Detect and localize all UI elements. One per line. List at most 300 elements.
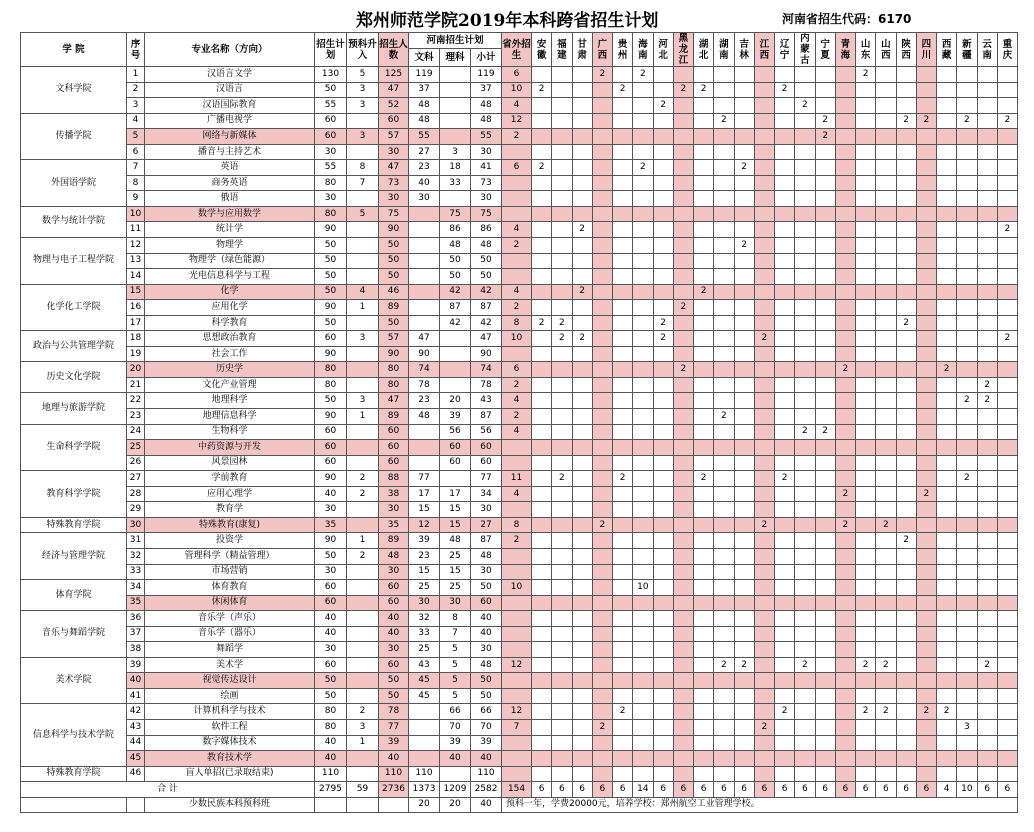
row-major: 音乐学（器乐） bbox=[145, 626, 315, 642]
row-province-value bbox=[937, 455, 957, 471]
row-province-value bbox=[754, 269, 774, 285]
row-province-value bbox=[997, 688, 1017, 704]
row-province-value bbox=[896, 331, 916, 347]
row-prep bbox=[347, 595, 379, 611]
row-province-value bbox=[835, 67, 855, 83]
row-province-value bbox=[815, 222, 835, 238]
row-major: 俄语 bbox=[145, 191, 315, 207]
row-province-value bbox=[694, 533, 714, 549]
row-province-value bbox=[673, 735, 693, 751]
row-province-value bbox=[633, 471, 653, 487]
row-province-value bbox=[835, 393, 855, 409]
total-province: 6 bbox=[815, 782, 835, 798]
row-outside bbox=[502, 253, 532, 269]
row-province-value bbox=[997, 98, 1017, 114]
row-arts: 48 bbox=[409, 113, 440, 129]
row-enroll: 89 bbox=[379, 300, 409, 316]
total-province: 6 bbox=[835, 782, 855, 798]
table-row bbox=[21, 175, 1018, 191]
row-province-value: 2 bbox=[694, 471, 714, 487]
row-province-value bbox=[613, 517, 633, 533]
row-province-value bbox=[613, 113, 633, 129]
row-province-value bbox=[653, 486, 673, 502]
row-province-value bbox=[957, 548, 977, 564]
row-province-value bbox=[835, 564, 855, 580]
row-prep: 2 bbox=[347, 471, 379, 487]
row-province-value bbox=[673, 517, 693, 533]
row-province-value bbox=[775, 191, 795, 207]
row-province-value bbox=[997, 533, 1017, 549]
row-province-value bbox=[653, 113, 673, 129]
row-sci bbox=[440, 67, 471, 83]
row-province-value bbox=[754, 315, 774, 331]
row-sub: 60 bbox=[471, 455, 502, 471]
row-province-value bbox=[673, 67, 693, 83]
row-outside bbox=[502, 206, 532, 222]
row-province-value bbox=[856, 300, 876, 316]
row-province-value bbox=[775, 580, 795, 596]
row-province-value bbox=[896, 284, 916, 300]
row-province-value bbox=[876, 735, 896, 751]
row-enroll: 46 bbox=[379, 284, 409, 300]
row-province-value: 2 bbox=[613, 82, 633, 98]
row-major: 播音与主持艺术 bbox=[145, 144, 315, 160]
row-sci: 56 bbox=[440, 424, 471, 440]
row-province-value bbox=[653, 657, 673, 673]
col-college: 学 院 bbox=[21, 33, 127, 67]
row-province-value bbox=[937, 440, 957, 456]
row-outside: 12 bbox=[502, 657, 532, 673]
row-province-value bbox=[673, 766, 693, 782]
row-prep bbox=[347, 580, 379, 596]
row-province-value bbox=[592, 455, 612, 471]
row-province-value: 2 bbox=[957, 471, 977, 487]
row-province-value bbox=[613, 346, 633, 362]
row-enroll: 40 bbox=[379, 751, 409, 767]
row-arts: 48 bbox=[409, 98, 440, 114]
row-province-value bbox=[653, 548, 673, 564]
row-province-value bbox=[977, 346, 997, 362]
row-enroll: 75 bbox=[379, 206, 409, 222]
row-province-value bbox=[896, 611, 916, 627]
row-province-value: 2 bbox=[856, 67, 876, 83]
row-enroll: 38 bbox=[379, 486, 409, 502]
row-sub: 40 bbox=[471, 611, 502, 627]
row-prep bbox=[347, 269, 379, 285]
row-province-value bbox=[997, 346, 1017, 362]
row-province-value bbox=[896, 300, 916, 316]
row-province-value bbox=[532, 144, 552, 160]
row-province-value bbox=[532, 113, 552, 129]
row-province-value bbox=[673, 471, 693, 487]
table-row bbox=[21, 471, 1018, 487]
row-province-value bbox=[916, 735, 936, 751]
row-province-value bbox=[532, 502, 552, 518]
col-henan-sci: 理科 bbox=[440, 49, 471, 67]
row-province-value bbox=[633, 222, 653, 238]
row-province-value bbox=[835, 222, 855, 238]
row-province-value bbox=[977, 642, 997, 658]
row-province-value bbox=[754, 393, 774, 409]
row-province-value bbox=[592, 580, 612, 596]
row-province-value bbox=[795, 160, 815, 176]
row-province-value bbox=[714, 517, 734, 533]
row-province-value bbox=[754, 113, 774, 129]
row-major: 风景园林 bbox=[145, 455, 315, 471]
row-province-value bbox=[957, 626, 977, 642]
row-province-value bbox=[552, 113, 572, 129]
total-province: 6 bbox=[694, 782, 714, 798]
row-province-value bbox=[856, 486, 876, 502]
row-province-value bbox=[754, 766, 774, 782]
row-arts: 78 bbox=[409, 377, 440, 393]
row-province-value bbox=[673, 253, 693, 269]
row-province-value bbox=[734, 129, 754, 145]
row-province-value bbox=[856, 424, 876, 440]
row-sub: 87 bbox=[471, 533, 502, 549]
row-sub: 30 bbox=[471, 564, 502, 580]
row-prep: 2 bbox=[347, 486, 379, 502]
row-major: 数学与应用数学 bbox=[145, 206, 315, 222]
row-outside: 4 bbox=[502, 222, 532, 238]
row-province-value bbox=[714, 129, 734, 145]
row-province-value bbox=[957, 517, 977, 533]
row-province-value bbox=[775, 315, 795, 331]
row-province-value bbox=[835, 175, 855, 191]
row-seq: 21 bbox=[127, 377, 145, 393]
row-enroll: 60 bbox=[379, 595, 409, 611]
row-enroll: 50 bbox=[379, 688, 409, 704]
row-province-value bbox=[997, 238, 1017, 254]
row-province-value bbox=[957, 424, 977, 440]
row-province-value bbox=[552, 657, 572, 673]
row-province-value bbox=[734, 284, 754, 300]
row-province-value bbox=[997, 315, 1017, 331]
row-province-value bbox=[896, 377, 916, 393]
row-province-value: 2 bbox=[532, 82, 552, 98]
row-province-value bbox=[714, 160, 734, 176]
row-province-value bbox=[694, 580, 714, 596]
row-province-value bbox=[835, 751, 855, 767]
row-province-value bbox=[856, 331, 876, 347]
row-province-value bbox=[653, 719, 673, 735]
row-province-value bbox=[957, 175, 977, 191]
row-outside bbox=[502, 455, 532, 471]
row-province-value bbox=[916, 673, 936, 689]
row-province-value bbox=[937, 284, 957, 300]
row-province-value bbox=[795, 688, 815, 704]
col-major: 专业名称（方向） bbox=[145, 33, 315, 67]
row-province-value bbox=[754, 455, 774, 471]
row-province-value bbox=[937, 67, 957, 83]
row-province-value bbox=[532, 471, 552, 487]
row-province-value bbox=[653, 222, 673, 238]
row-province-value bbox=[997, 719, 1017, 735]
row-province-value bbox=[775, 673, 795, 689]
row-province-value bbox=[572, 533, 592, 549]
row-province-value bbox=[734, 253, 754, 269]
row-province-value bbox=[795, 719, 815, 735]
row-province-value bbox=[957, 657, 977, 673]
row-prep bbox=[347, 455, 379, 471]
row-province-value bbox=[694, 626, 714, 642]
row-province-value bbox=[673, 160, 693, 176]
row-province-value bbox=[896, 548, 916, 564]
col-province: 辽 宁 bbox=[775, 33, 795, 67]
row-province-value: 2 bbox=[754, 719, 774, 735]
row-province-value bbox=[876, 253, 896, 269]
row-province-value bbox=[552, 284, 572, 300]
row-province-value bbox=[896, 502, 916, 518]
row-outside: 4 bbox=[502, 424, 532, 440]
row-province-value bbox=[592, 735, 612, 751]
row-plan: 50 bbox=[315, 315, 347, 331]
row-province-value bbox=[957, 191, 977, 207]
row-arts: 37 bbox=[409, 82, 440, 98]
row-province-value bbox=[552, 719, 572, 735]
row-province-value bbox=[754, 704, 774, 720]
title-bar bbox=[0, 4, 1034, 30]
row-province-value bbox=[613, 626, 633, 642]
row-major: 中药资源与开发 bbox=[145, 440, 315, 456]
row-plan: 80 bbox=[315, 175, 347, 191]
row-province-value bbox=[552, 98, 572, 114]
row-plan: 90 bbox=[315, 300, 347, 316]
row-enroll: 30 bbox=[379, 191, 409, 207]
row-province-value bbox=[613, 191, 633, 207]
row-province-value bbox=[754, 440, 774, 456]
row-province-value bbox=[532, 704, 552, 720]
row-plan: 90 bbox=[315, 409, 347, 425]
row-province-value bbox=[876, 129, 896, 145]
row-enroll: 57 bbox=[379, 129, 409, 145]
row-province-value bbox=[916, 688, 936, 704]
row-province-value bbox=[815, 486, 835, 502]
row-province-value bbox=[673, 673, 693, 689]
row-sub: 40 bbox=[471, 751, 502, 767]
row-province-value bbox=[957, 688, 977, 704]
row-province-value: 2 bbox=[633, 160, 653, 176]
row-province-value bbox=[592, 113, 612, 129]
row-province-value bbox=[633, 113, 653, 129]
row-province-value bbox=[734, 67, 754, 83]
row-province-value bbox=[734, 222, 754, 238]
row-province-value bbox=[613, 393, 633, 409]
row-province-value bbox=[896, 719, 916, 735]
row-province-value bbox=[957, 315, 977, 331]
row-prep: 1 bbox=[347, 409, 379, 425]
row-province-value bbox=[592, 331, 612, 347]
row-province-value bbox=[613, 377, 633, 393]
row-province-value bbox=[997, 471, 1017, 487]
row-province-value bbox=[835, 533, 855, 549]
row-province-value bbox=[633, 766, 653, 782]
row-sci: 17 bbox=[440, 486, 471, 502]
row-province-value bbox=[896, 82, 916, 98]
row-sci: 18 bbox=[440, 160, 471, 176]
row-province-value bbox=[592, 222, 612, 238]
row-province-value bbox=[856, 206, 876, 222]
row-prep bbox=[347, 238, 379, 254]
row-province-value bbox=[653, 393, 673, 409]
row-province-value bbox=[734, 611, 754, 627]
row-province-value bbox=[916, 502, 936, 518]
row-province-value: 2 bbox=[673, 82, 693, 98]
row-province-value bbox=[896, 238, 916, 254]
row-province-value: 2 bbox=[775, 704, 795, 720]
row-prep: 3 bbox=[347, 719, 379, 735]
row-province-value bbox=[714, 269, 734, 285]
row-province-value bbox=[775, 642, 795, 658]
row-province-value: 2 bbox=[673, 362, 693, 378]
row-province-value bbox=[694, 144, 714, 160]
row-province-value bbox=[754, 486, 774, 502]
row-sub: 86 bbox=[471, 222, 502, 238]
row-province-value bbox=[714, 238, 734, 254]
row-province-value bbox=[937, 424, 957, 440]
row-province-value bbox=[977, 719, 997, 735]
total-province: 14 bbox=[633, 782, 653, 798]
row-province-value bbox=[815, 455, 835, 471]
row-province-value bbox=[572, 548, 592, 564]
row-province-value bbox=[997, 517, 1017, 533]
row-province-value bbox=[856, 269, 876, 285]
row-province-value bbox=[835, 626, 855, 642]
row-province-value bbox=[835, 377, 855, 393]
row-province-value bbox=[815, 751, 835, 767]
row-major: 汉语言文学 bbox=[145, 67, 315, 83]
row-province-value bbox=[876, 393, 896, 409]
row-province-value bbox=[572, 191, 592, 207]
row-province-value: 2 bbox=[856, 704, 876, 720]
table-row bbox=[21, 377, 1018, 393]
row-province-value: 2 bbox=[977, 393, 997, 409]
row-province-value bbox=[795, 735, 815, 751]
row-province-value bbox=[552, 393, 572, 409]
row-province-value bbox=[997, 580, 1017, 596]
row-province-value bbox=[694, 222, 714, 238]
row-province-value bbox=[957, 766, 977, 782]
row-prep bbox=[347, 626, 379, 642]
row-province-value bbox=[775, 160, 795, 176]
row-province-value bbox=[673, 533, 693, 549]
row-province-value bbox=[613, 144, 633, 160]
table-row bbox=[21, 502, 1018, 518]
row-province-value bbox=[835, 160, 855, 176]
row-arts: 25 bbox=[409, 580, 440, 596]
row-sci: 48 bbox=[440, 533, 471, 549]
row-province-value: 2 bbox=[532, 160, 552, 176]
row-seq: 19 bbox=[127, 346, 145, 362]
row-province-value bbox=[775, 595, 795, 611]
row-province-value: 2 bbox=[815, 129, 835, 145]
row-sci bbox=[440, 191, 471, 207]
row-prep: 3 bbox=[347, 393, 379, 409]
row-province-value bbox=[997, 129, 1017, 145]
row-province-value bbox=[957, 486, 977, 502]
row-province-value: 2 bbox=[937, 362, 957, 378]
col-prep: 预科升入 bbox=[347, 33, 379, 67]
row-province-value bbox=[835, 595, 855, 611]
college-name: 体育学院 bbox=[21, 580, 127, 611]
row-province-value bbox=[795, 129, 815, 145]
row-province-value bbox=[694, 455, 714, 471]
row-province-value bbox=[592, 642, 612, 658]
row-prep bbox=[347, 346, 379, 362]
row-arts bbox=[409, 253, 440, 269]
row-seq: 37 bbox=[127, 626, 145, 642]
row-province-value bbox=[815, 300, 835, 316]
row-province-value bbox=[775, 502, 795, 518]
row-province-value: 2 bbox=[957, 393, 977, 409]
minority-blank-prep bbox=[347, 797, 379, 813]
row-arts bbox=[409, 751, 440, 767]
row-sci: 75 bbox=[440, 206, 471, 222]
row-arts: 23 bbox=[409, 548, 440, 564]
row-province-value bbox=[673, 315, 693, 331]
row-province-value bbox=[775, 377, 795, 393]
row-province-value bbox=[775, 688, 795, 704]
row-prep: 2 bbox=[347, 704, 379, 720]
row-province-value bbox=[532, 206, 552, 222]
col-province: 福 建 bbox=[552, 33, 572, 67]
row-province-value bbox=[613, 595, 633, 611]
row-province-value bbox=[856, 735, 876, 751]
row-province-value bbox=[613, 222, 633, 238]
row-province-value bbox=[937, 502, 957, 518]
row-province-value bbox=[714, 67, 734, 83]
row-major: 统计学 bbox=[145, 222, 315, 238]
row-province-value bbox=[896, 144, 916, 160]
row-prep bbox=[347, 502, 379, 518]
row-province-value bbox=[835, 98, 855, 114]
row-seq: 29 bbox=[127, 502, 145, 518]
row-province-value bbox=[532, 486, 552, 502]
row-province-value bbox=[694, 564, 714, 580]
row-sci bbox=[440, 82, 471, 98]
row-province-value bbox=[916, 191, 936, 207]
row-province-value bbox=[633, 517, 653, 533]
row-province-value bbox=[572, 440, 592, 456]
row-province-value bbox=[876, 238, 896, 254]
row-province-value bbox=[653, 673, 673, 689]
row-province-value bbox=[633, 440, 653, 456]
col-province: 宁 夏 bbox=[815, 33, 835, 67]
college-name: 信息科学与技术学院 bbox=[21, 704, 127, 766]
table-row bbox=[21, 300, 1018, 316]
row-province-value bbox=[754, 129, 774, 145]
row-seq: 12 bbox=[127, 238, 145, 254]
row-province-value bbox=[856, 129, 876, 145]
row-province-value bbox=[937, 548, 957, 564]
row-province-value bbox=[653, 346, 673, 362]
row-province-value bbox=[714, 300, 734, 316]
row-province-value bbox=[613, 67, 633, 83]
row-province-value bbox=[633, 346, 653, 362]
row-arts: 55 bbox=[409, 129, 440, 145]
row-province-value bbox=[592, 564, 612, 580]
row-sub: 43 bbox=[471, 393, 502, 409]
row-province-value bbox=[673, 269, 693, 285]
row-province-value bbox=[734, 673, 754, 689]
row-province-value bbox=[896, 580, 916, 596]
row-arts: 47 bbox=[409, 331, 440, 347]
row-province-value bbox=[815, 346, 835, 362]
row-province-value bbox=[734, 517, 754, 533]
row-sci: 42 bbox=[440, 315, 471, 331]
row-province-value bbox=[957, 533, 977, 549]
row-province-value bbox=[633, 253, 653, 269]
